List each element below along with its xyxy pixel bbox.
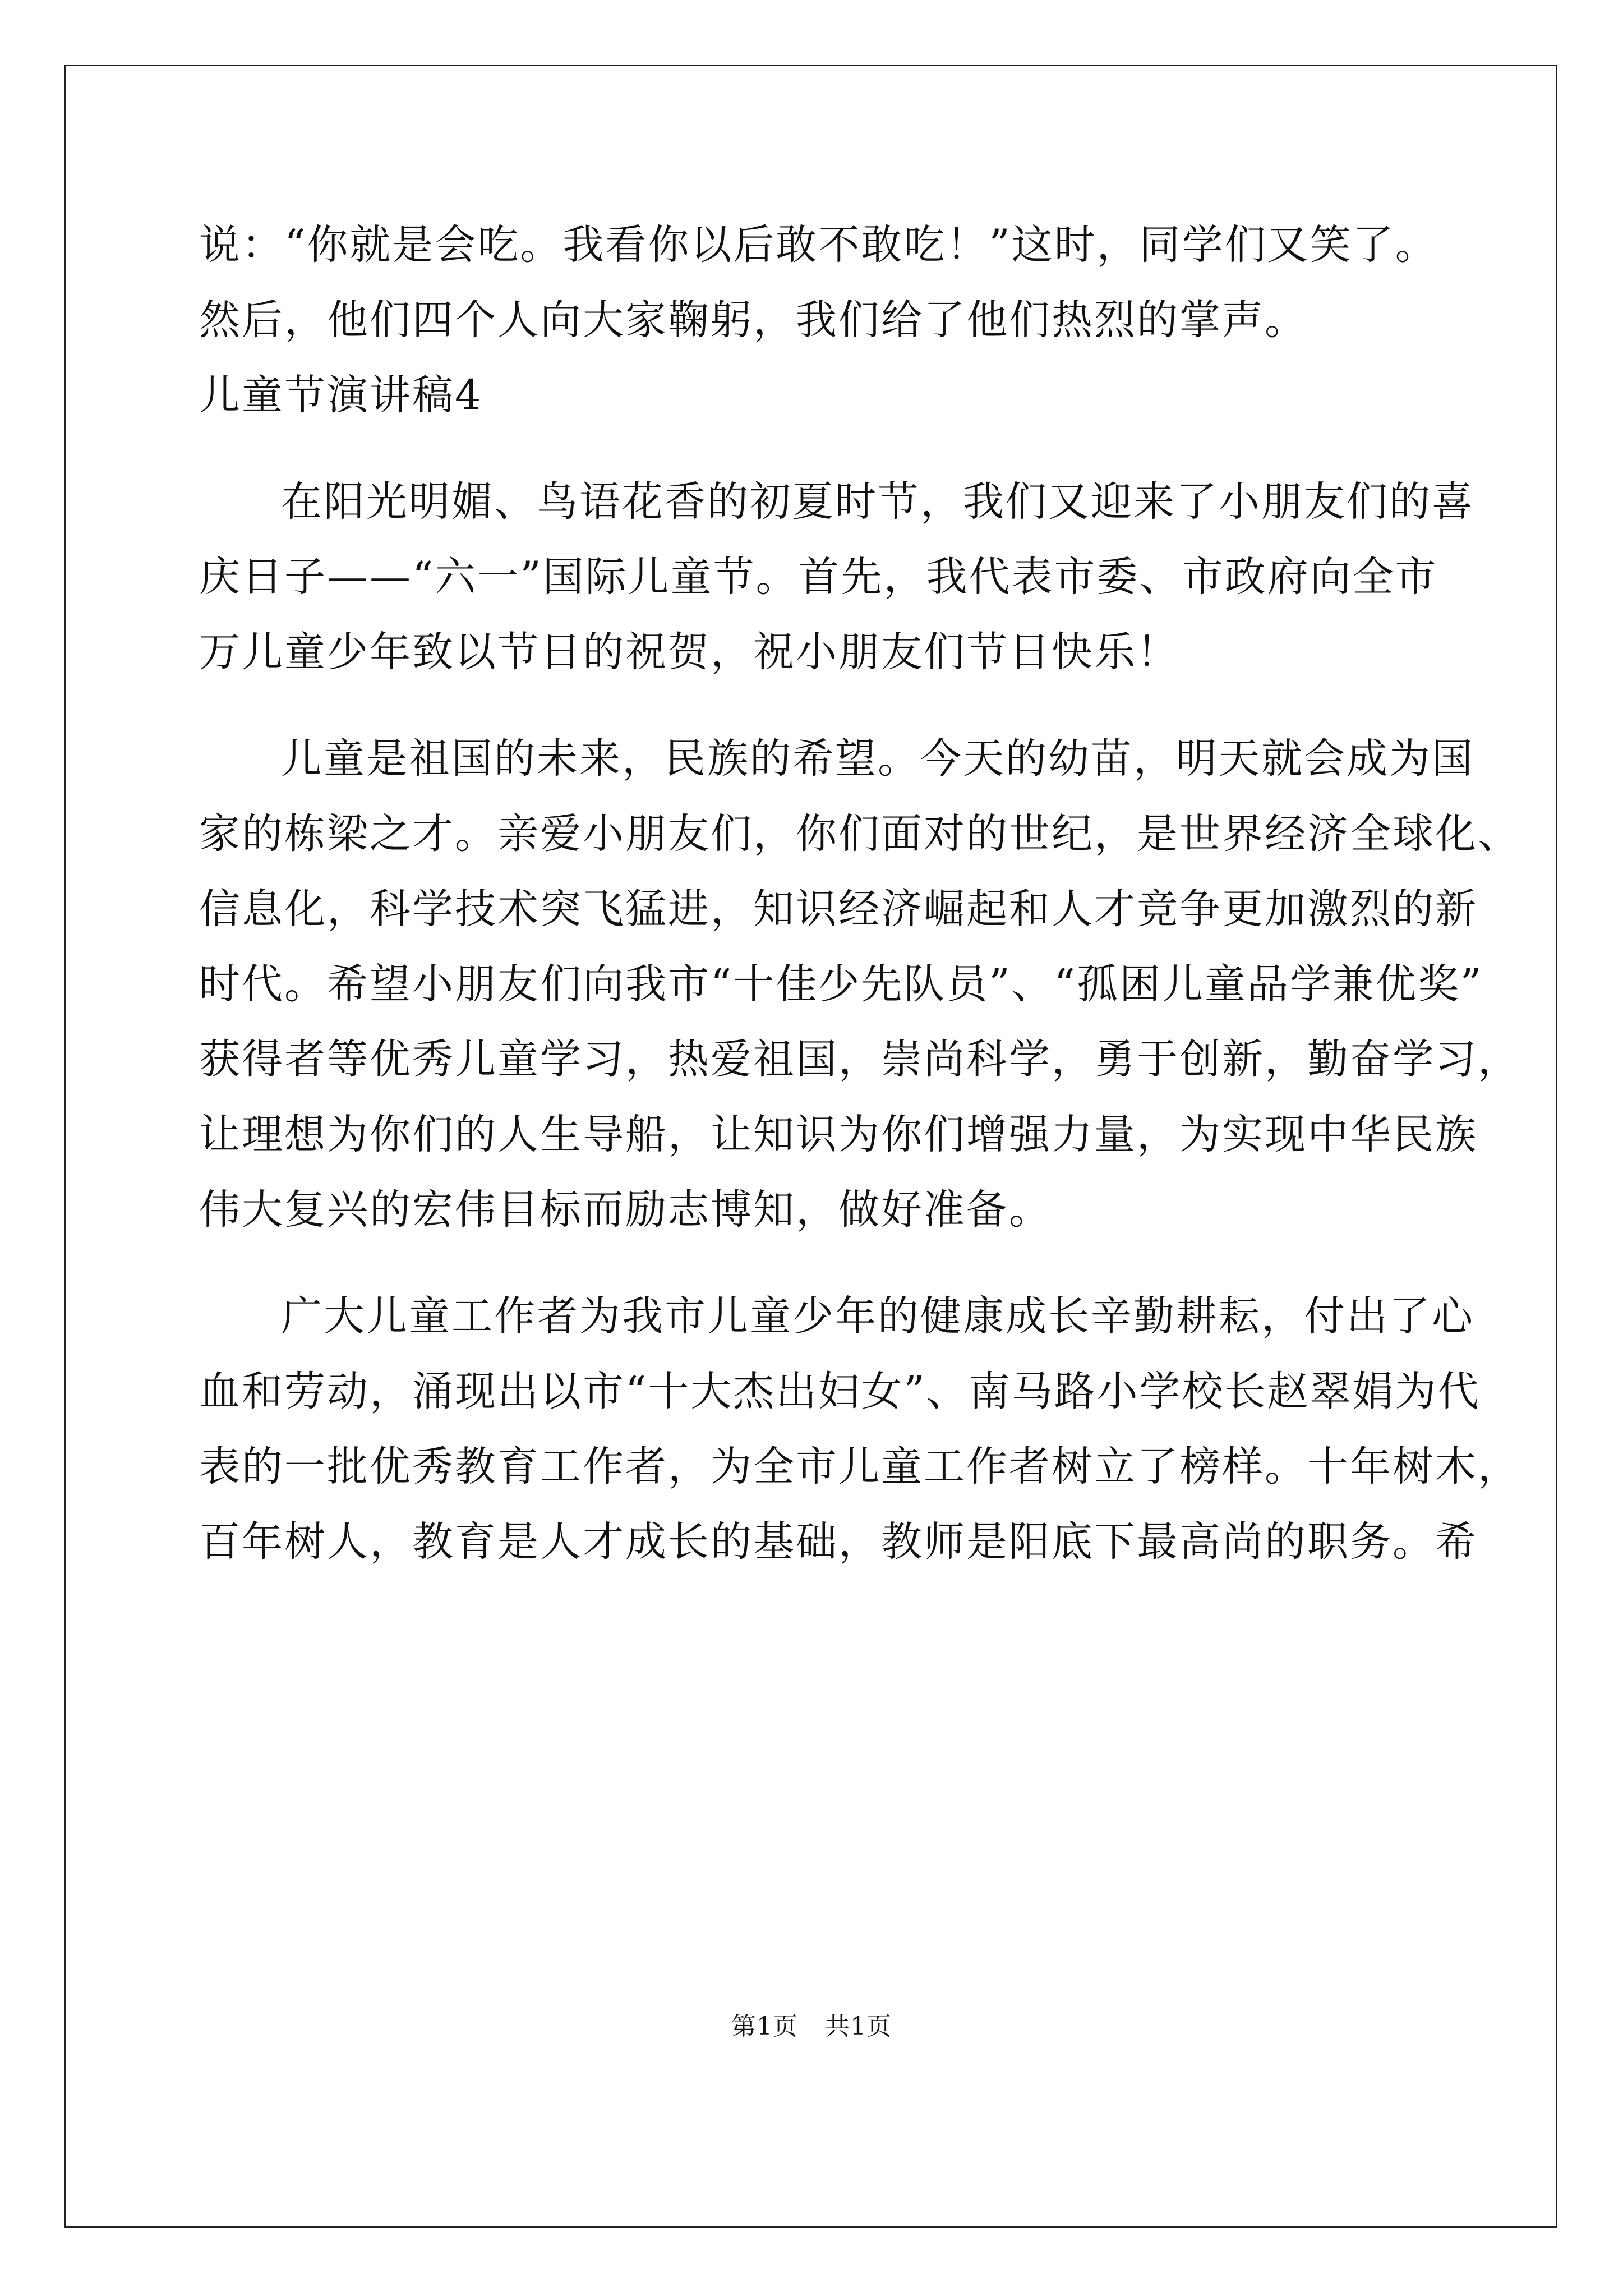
paragraph-first-line: 在阳光明媚、鸟语花香的初夏时节，我们又迎来了小朋友们的喜 [281,478,1474,526]
page-number: 第1页 [731,2012,798,2041]
text-line: 家的栋梁之才。亲爱小朋友们，你们面对的世纪，是世界经济全球化、 [199,810,1520,858]
text-line: 获得者等优秀儿童学习，热爱祖国，崇尚科学，勇于创新，勤奋学习， [199,1036,1520,1083]
text-line: 信息化，科学技术突飞猛进，知识经济崛起和人才竞争更加激烈的新 [199,885,1478,933]
text-line: 让理想为你们的人生导船，让知识为你们增强力量，为实现中华民族 [199,1111,1478,1158]
text-line: 儿童节演讲稿4 [199,371,483,419]
text-line: 百年树人，教育是人才成长的基础，教师是阳底下最高尚的职务。希 [199,1518,1478,1566]
paragraph-gap [199,690,1433,721]
text-line: 时代。希望小朋友们向我市“十佳少先队员”、“孤困儿童品学兼优奖” [199,960,1483,1008]
text-line: 表的一批优秀教育工作者，为全市儿童工作者树立了榜样。十年树木， [199,1443,1520,1490]
paragraph-first-line: 儿童是祖国的未来，民族的希望。今天的幼苗，明天就会成为国 [281,735,1474,783]
page-footer [0,2010,1623,2044]
paragraph-gap [199,433,1433,464]
paragraph-gap [199,1248,1433,1279]
document-body [199,208,1520,1580]
text-line: 伟大复兴的宏伟目标而励志博知，做好准备。 [199,1186,1052,1234]
paragraph-first-line: 广大儿童工作者为我市儿童少年的健康成长辛勤耕耘，付出了心 [281,1292,1474,1340]
text-line: 庆日子——“六一”国际儿童节。首先，我代表市委、市政府向全市 [199,553,1438,601]
page-total: 共1页 [825,2012,892,2041]
text-line: 说：“你就是会吃。我看你以后敢不敢吃！”这时，同学们又笑了。 [199,221,1438,269]
text-line: 万儿童少年致以节日的祝贺，祝小朋友们节日快乐！ [199,628,1179,676]
text-line: 然后，他们四个人向大家鞠躬，我们给了他们热烈的掌声。 [199,296,1307,344]
text-line: 血和劳动，涌现出以市“十大杰出妇女”、南马路小学校长赵翠娟为代 [199,1368,1481,1415]
text-lines [199,208,1520,1580]
